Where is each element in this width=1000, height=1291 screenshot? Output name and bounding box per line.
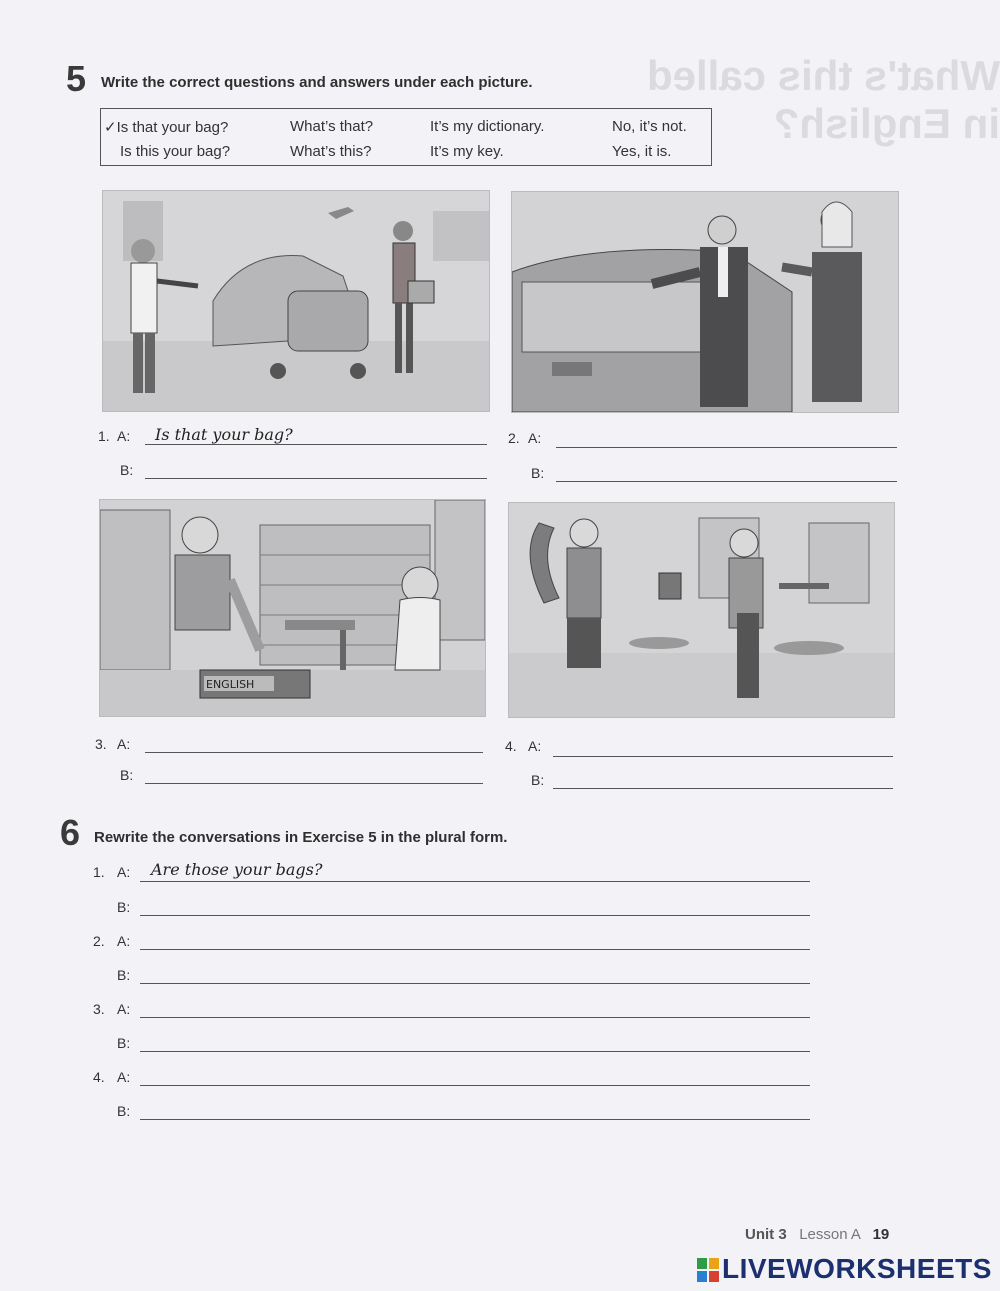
exercise-6-number: 6 bbox=[60, 812, 81, 853]
ex6-item-2-b-line[interactable] bbox=[140, 983, 810, 984]
exercise-5-number: 5 bbox=[66, 58, 87, 99]
page-footer bbox=[745, 1226, 889, 1243]
picture-4-cafe-bag bbox=[508, 502, 895, 718]
ex6-item-1-number: 1. bbox=[93, 864, 105, 880]
footer-page-number: 19 bbox=[872, 1226, 890, 1243]
ex5-item-3-number: 3. bbox=[95, 736, 107, 752]
ex5-item-3-a-label: A: bbox=[117, 736, 131, 752]
ex6-item-4-number: 4. bbox=[93, 1069, 105, 1085]
liveworksheets-logo-icon bbox=[697, 1258, 719, 1282]
ex5-item-1-a-label: A: bbox=[117, 428, 131, 444]
ex6-item-2-a-line[interactable] bbox=[140, 949, 810, 950]
ex5-item-1-number: 1. bbox=[98, 428, 110, 444]
book-label: ENGLISH bbox=[206, 678, 255, 691]
ex5-item-2-a-label: A: bbox=[528, 430, 542, 446]
word-box-item: It’s my key. bbox=[430, 143, 504, 160]
ex6-item-1-a-label: A: bbox=[117, 864, 131, 880]
ex6-item-2-a-label: A: bbox=[117, 933, 131, 949]
picture-1-airport-bag bbox=[102, 190, 490, 412]
ex5-item-4-b-label: B: bbox=[531, 772, 545, 788]
ex6-item-4-b-line[interactable] bbox=[140, 1119, 810, 1120]
ex6-item-4-b-label: B: bbox=[117, 1103, 131, 1119]
word-box-item: What’s this? bbox=[290, 143, 372, 160]
footer-unit: Unit 3 bbox=[745, 1226, 787, 1243]
ex5-item-1-b-label: B: bbox=[120, 462, 134, 478]
ex5-item-3-a-line[interactable] bbox=[145, 752, 483, 753]
word-box-item: What’s that? bbox=[290, 118, 374, 135]
ex6-item-3-a-line[interactable] bbox=[140, 1017, 810, 1018]
ex6-item-1-a-answer[interactable]: Are those your bags? bbox=[151, 860, 323, 879]
word-box-item: Yes, it is. bbox=[612, 143, 672, 160]
ex6-item-1-b-label: B: bbox=[117, 899, 131, 915]
ex6-item-3-number: 3. bbox=[93, 1001, 105, 1017]
ex5-item-2-number: 2. bbox=[508, 430, 520, 446]
ex6-item-3-a-label: A: bbox=[117, 1001, 131, 1017]
ex5-item-1-a-answer[interactable]: Is that your bag? bbox=[155, 425, 293, 444]
ex6-item-2-b-label: B: bbox=[117, 967, 131, 983]
liveworksheets-brand: LIVEWORKSHEETS bbox=[722, 1253, 992, 1284]
exercise-6-instruction: Rewrite the conversations in Exercise 5 in the plural form. bbox=[94, 829, 508, 846]
word-box-item: No, it’s not. bbox=[612, 118, 687, 135]
ex5-item-1-b-line[interactable] bbox=[145, 478, 487, 479]
ex6-item-4-a-line[interactable] bbox=[140, 1085, 810, 1086]
ex5-item-3-b-label: B: bbox=[120, 767, 134, 783]
footer-lesson: Lesson A bbox=[799, 1226, 861, 1243]
ex6-item-1-a-line[interactable] bbox=[140, 881, 810, 882]
ex6-item-4-a-label: A: bbox=[117, 1069, 131, 1085]
word-box-item: Is this your bag? bbox=[120, 143, 231, 160]
picture-2-car-keys bbox=[511, 191, 899, 413]
ex5-item-1-a-line[interactable] bbox=[145, 444, 487, 445]
picture-3-library-dictionary bbox=[99, 499, 486, 717]
ex6-item-2-number: 2. bbox=[93, 933, 105, 949]
word-box-item: It’s my dictionary. bbox=[430, 118, 545, 135]
ex5-item-4-number: 4. bbox=[505, 738, 517, 754]
ex5-item-3-b-line[interactable] bbox=[145, 783, 483, 784]
ex6-item-1-b-line[interactable] bbox=[140, 915, 810, 916]
exercise-5-instruction: Write the correct questions and answers under each picture. bbox=[101, 74, 533, 91]
ex5-item-4-a-label: A: bbox=[528, 738, 542, 754]
ex5-item-2-a-line[interactable] bbox=[556, 447, 897, 448]
word-box-item: ✓Is that your bag? bbox=[104, 119, 229, 136]
ex6-item-3-b-label: B: bbox=[117, 1035, 131, 1051]
bleed-through-title: What's this called in English? bbox=[646, 52, 1000, 147]
ex5-item-2-b-line[interactable] bbox=[556, 481, 897, 482]
ex6-item-3-b-line[interactable] bbox=[140, 1051, 810, 1052]
ex5-item-4-b-line[interactable] bbox=[553, 788, 893, 789]
ex5-item-2-b-label: B: bbox=[531, 465, 545, 481]
ex5-item-4-a-line[interactable] bbox=[553, 756, 893, 757]
